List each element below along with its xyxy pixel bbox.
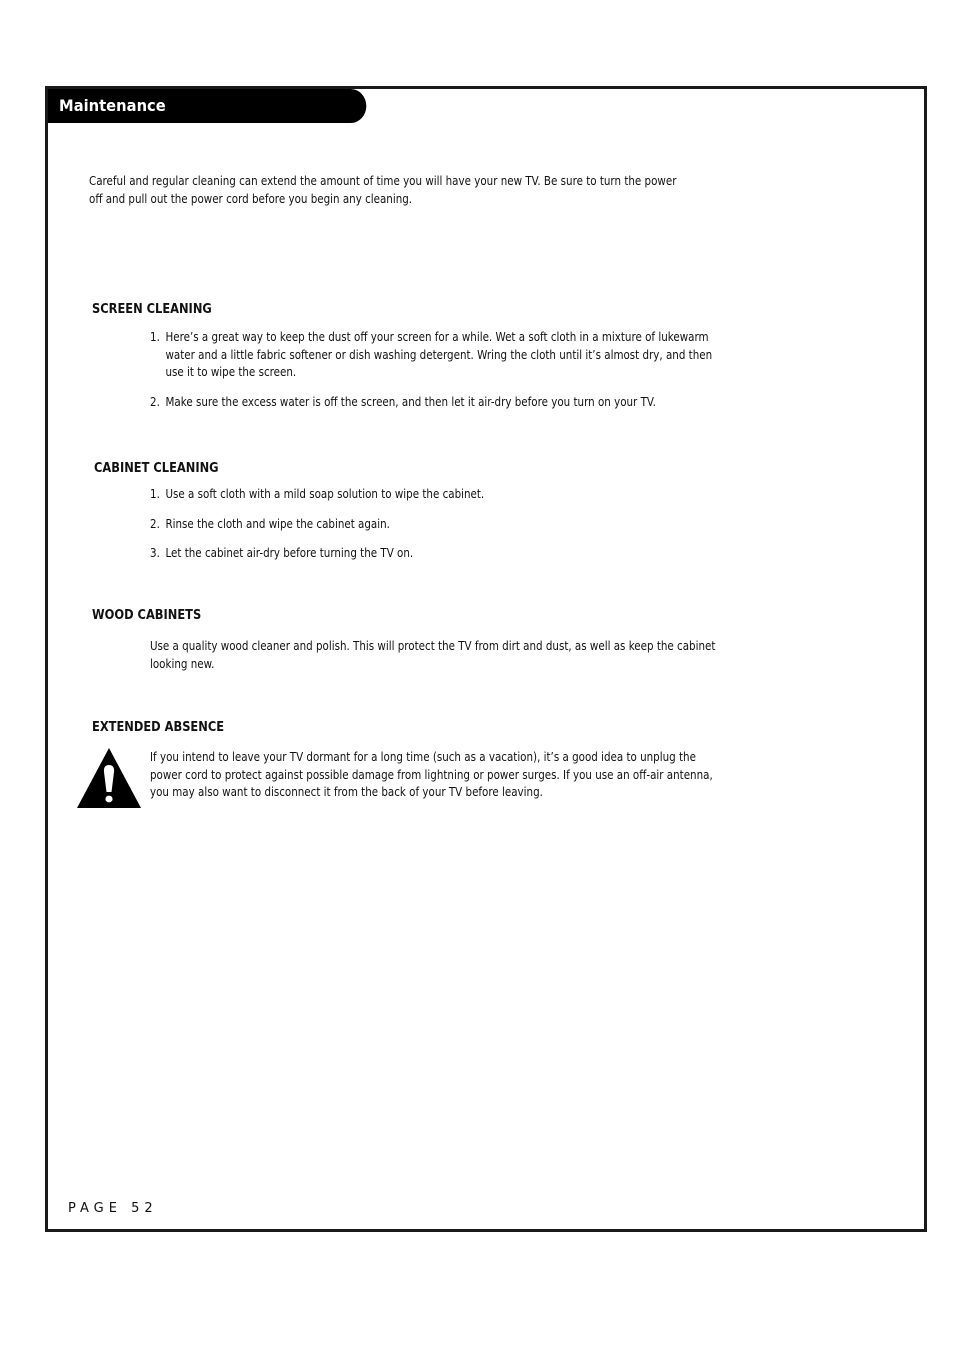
list-item-number: 2.: [150, 394, 160, 409]
list-item: [150, 394, 718, 412]
list-item-number: 1.: [150, 330, 160, 344]
cabinet-cleaning-list: [150, 486, 718, 563]
list-item-text: Rinse the cloth and wipe the cabinet again.: [165, 516, 390, 531]
screen-cleaning-list: [150, 329, 718, 411]
list-item-text: Make sure the excess water is off the screen, and then let it air-dry before you turn on your TV.: [165, 394, 656, 409]
wood-cabinets-paragraph: Use a quality wood cleaner and polish. This will protect the TV from dirt and dust, as well as keep the cabinet looking new.: [150, 639, 716, 671]
cabinet-cleaning-heading: CABINET CLEANING: [94, 461, 219, 476]
page-number: PAGE 52: [68, 1201, 158, 1216]
warning-icon: [77, 748, 141, 808]
screen-cleaning-heading: SCREEN CLEANING: [92, 302, 212, 317]
list-item-text: Let the cabinet air-dry before turning the TV on.: [165, 546, 414, 560]
intro-paragraph: Careful and regular cleaning can extend the amount of time you will have your new TV. Be sure to turn the power off and pull out the power cord before you begin any cleaning.: [89, 174, 677, 206]
list-item-text: Here’s a great way to keep the dust off your screen for a while. Wet a soft cloth in a mixture of lukewarm water and a little fabric softener or dish washing detergent. Wring the cloth until it’s almost dry, and then use it to wipe the screen.: [165, 330, 713, 379]
wood-cabinets-heading: WOOD CABINETS: [92, 608, 202, 623]
list-item: [150, 516, 718, 534]
list-item-number: 1.: [150, 487, 160, 501]
list-item-text: Use a soft cloth with a mild soap solution to wipe the cabinet.: [165, 487, 485, 501]
section-title-tab: [48, 89, 366, 123]
page-frame: [45, 86, 927, 1232]
list-item: [150, 486, 718, 504]
extended-absence-heading: EXTENDED ABSENCE: [92, 720, 225, 735]
extended-absence-paragraph: If you intend to leave your TV dormant for a long time (such as a vacation), it’s a good idea to unplug the power cord to protect against possible damage from lightning or power surges. If you use an off-air antenna, you may also want to disconnect it from the back of your TV before leaving.: [150, 750, 713, 799]
list-item: [150, 545, 718, 563]
list-item-number: 2.: [150, 516, 160, 531]
list-item-number: 3.: [150, 546, 160, 560]
list-item: [150, 329, 718, 382]
page-title: Maintenance: [59, 96, 166, 115]
